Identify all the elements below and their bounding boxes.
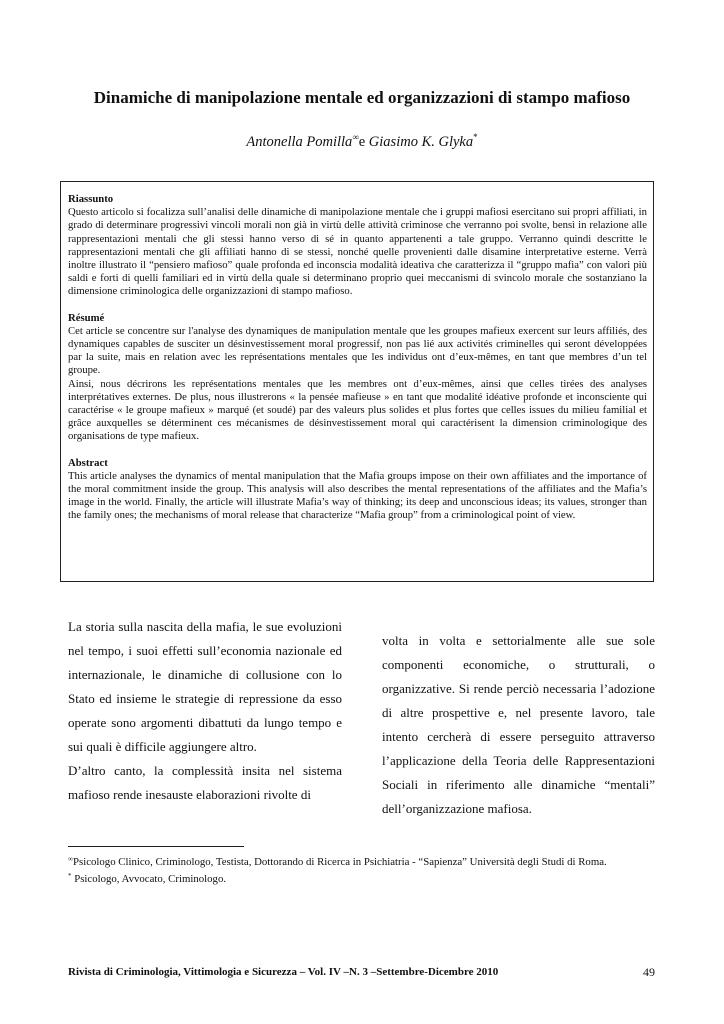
footnote (68, 870, 658, 887)
footnote-marker: * (473, 132, 478, 142)
footnote-text: Psicologo, Avvocato, Criminologo. (71, 872, 227, 885)
abstract-section-it (68, 193, 647, 299)
abstract-box (60, 181, 654, 582)
footnote-text: Psicologo Clinico, Criminologo, Testista, Dottorando di Ricerca in Psichiatria - “Sapienza” Università degli Studi di Roma. (73, 856, 607, 868)
abstract-paragraph: Ainsi, nous décrirons les représentations mentales que les membres ont d’eux-mêmes, ainsi que celles tirées des analyses interprétatives externes. De plus, nous illustrerons « la pensée mafieuse » en tant que modalité idéative profonde et inconsciente qui caractérise « le groupe mafieux » marqué (et soudé) par des valeurs plus solides et plus fortes que celles issues du milieu familial et grâce auxquelles se déterminent ces mécanismes de désinvestissement moral qui caractérisent la dimension criminologique des organisations de type mafieux. (68, 377, 647, 443)
author-line (0, 132, 724, 151)
journal-footer: Rivista di Criminologia, Vittimologia e Sicurezza – Vol. IV –N. 3 –Settembre-Dicembre 2010 (68, 966, 499, 978)
abstract-paragraph: This article analyses the dynamics of mental manipulation that the Mafia groups impose on their own affiliates and the importance of the moral commitment inside the group. This analysis will also describes the mental representations of the affiliates and the Mafia’s image in the world. Finally, the article will illustrate Mafia’s way of thinking; its deep and unconscious ideas; its values, stronger than the family ones; the mechanisms of moral release that characterize “Mafia group” from a criminological point of view. (68, 469, 647, 522)
author-name: Giasimo K. Glyka (368, 134, 474, 150)
footnote-marker: ∞ (68, 855, 73, 863)
footnote-divider (68, 846, 244, 847)
abstract-heading: Résumé (68, 311, 105, 324)
author-conjunction: e (358, 134, 366, 150)
article-title: Dinamiche di manipolazione mentale ed organizzazioni di stampo mafioso (93, 88, 631, 107)
abstract-paragraph: Questo articolo si focalizza sull’analisi delle dinamiche di manipolazione mentale che i gruppi mafiosi esercitano sui propri affiliati, in grado di determinare progressivi vincoli morali non già in virtù delle attività criminose che verranno poi svolte, bensì in relazione alle rappresentazioni mentali che gli stessi hanno verso di sé in quanto appartenenti a tale gruppo. Verranno quindi descritte le rappresentazioni mentali che gli affiliati hanno di se stessi, nonché quelle provenienti dalle disamine interpretative esterne. Verrà inoltre illustrato il “pensiero mafioso” quale profonda ed inconscia modalità ideativa che caratterizza il “gruppo mafia” con valori più saldi e forti di quelli familiari ed in virtù della quale si determinano proprio quei meccanismi di svincolo morale che sostanziano la dimensione criminologica delle organizzazioni di stampo mafioso. (68, 206, 647, 298)
footnote (68, 853, 658, 870)
footnotes (68, 853, 658, 886)
footnote-marker: ∞ (352, 132, 359, 142)
footnote-marker: * (68, 871, 72, 880)
body-column-right (382, 629, 655, 821)
abstract-paragraph: Cet article se concentre sur l'analyse des dynamiques de manipulation mentale que les groupes mafieux exercent sur leurs affiliés, des dynamiques capables de susciter un désinvestissement moral progressif, non pas lié aux activités criminelles qui seront développées par la suite, mais en relation avec les représentations mentales que les individus ont d’eux-mêmes, en tant que membres d’un tel groupe. (68, 324, 647, 377)
body-paragraph: D’altro canto, la complessità insita nel sistema mafioso rende inesauste elaborazioni rivolte di (68, 763, 342, 802)
abstract-heading: Riassunto (68, 193, 114, 205)
abstract-section-fr (68, 312, 647, 444)
body-column-left (68, 615, 342, 807)
body-paragraph: volta in volta e settorialmente alle sue sole componenti economiche, o strutturali, o organizzative. Si rende perciò necessaria l’adozione di altre prospettive e, nel presente lavoro, tale intento cercherà di essere perseguito attraverso l’applicazione della Teoria delle Rappresentazioni Sociali in riferimento alle dinamiche “mentali” dell’organizzazione mafiosa. (382, 633, 655, 816)
page-number: 49 (643, 965, 655, 979)
author-name: Antonella Pomilla (246, 134, 353, 150)
abstract-heading: Abstract (68, 456, 108, 469)
abstract-section-en (68, 457, 647, 523)
body-paragraph: La storia sulla nascita della mafia, le sue evoluzioni nel tempo, i suoi effetti sull’economia nazionale ed internazionale, le dinamiche di collusione con lo Stato ed insieme le strategie di repressione da esso operate sono argomenti dibattuti da lungo tempo e sui quali è difficile aggiungere altro. (68, 619, 342, 754)
